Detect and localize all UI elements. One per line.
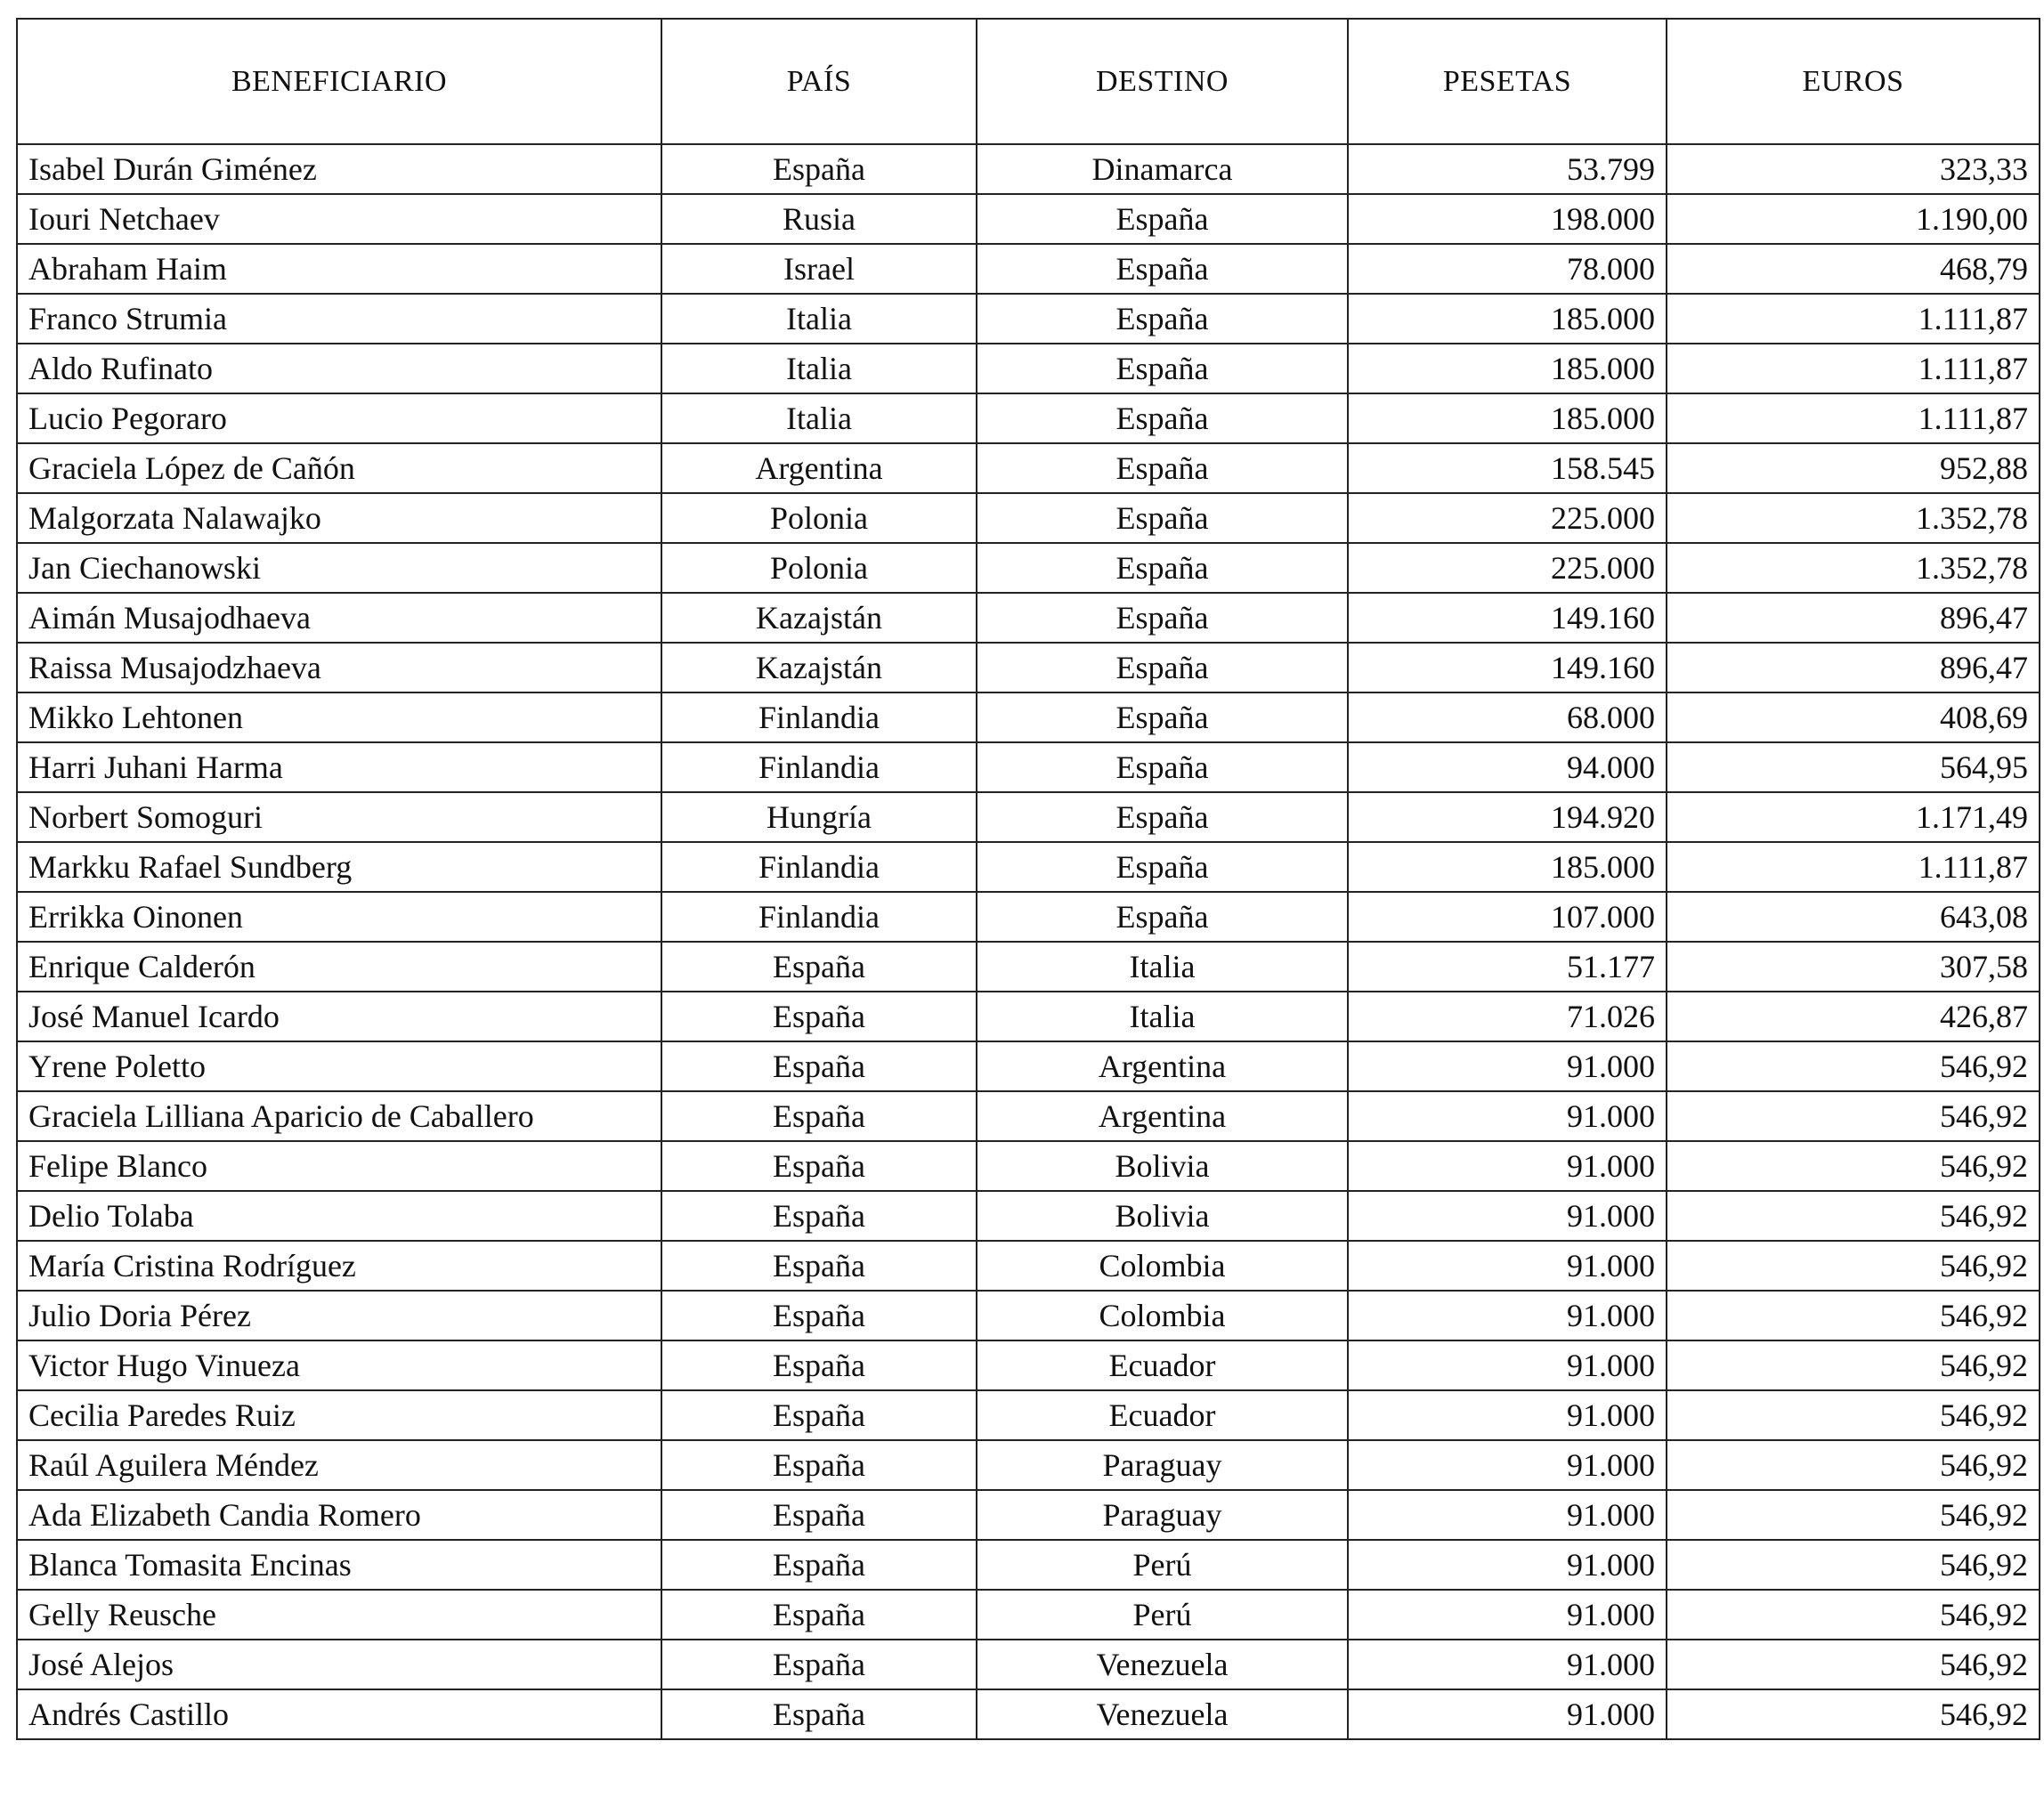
cell-beneficiary: María Cristina Rodríguez [17,1241,661,1291]
table-row [17,393,2040,443]
cell-destination: España [977,692,1348,742]
cell-destination: Ecuador [977,1390,1348,1440]
cell-euros: 1.171,49 [1667,792,2040,842]
cell-country: España [661,144,977,194]
cell-country: Polonia [661,543,977,593]
cell-pesetas: 91.000 [1348,1041,1667,1091]
cell-pesetas: 149.160 [1348,593,1667,643]
cell-destination: España [977,244,1348,294]
cell-pesetas: 185.000 [1348,344,1667,393]
cell-euros: 546,92 [1667,1141,2040,1191]
cell-destination: Dinamarca [977,144,1348,194]
table-row [17,1340,2040,1390]
table-row [17,1091,2040,1141]
cell-country: España [661,1241,977,1291]
cell-beneficiary: Markku Rafael Sundberg [17,842,661,892]
table-row [17,1291,2040,1340]
cell-destination: Perú [977,1540,1348,1590]
table-row [17,144,2040,194]
cell-beneficiary: Iouri Netchaev [17,194,661,244]
cell-beneficiary: Graciela Lilliana Aparicio de Caballero [17,1091,661,1141]
cell-destination: Colombia [977,1241,1348,1291]
cell-pesetas: 91.000 [1348,1191,1667,1241]
table-row [17,1590,2040,1640]
cell-pesetas: 194.920 [1348,792,1667,842]
cell-country: España [661,1390,977,1440]
cell-country: España [661,1590,977,1640]
cell-beneficiary: Norbert Somoguri [17,792,661,842]
table-row [17,742,2040,792]
cell-euros: 546,92 [1667,1041,2040,1091]
table-row [17,842,2040,892]
cell-pesetas: 68.000 [1348,692,1667,742]
cell-country: España [661,1440,977,1490]
cell-country: Finlandia [661,842,977,892]
cell-euros: 546,92 [1667,1490,2040,1540]
cell-pesetas: 91.000 [1348,1390,1667,1440]
cell-euros: 468,79 [1667,244,2040,294]
cell-destination: Paraguay [977,1440,1348,1490]
cell-beneficiary: Ada Elizabeth Candia Romero [17,1490,661,1540]
cell-beneficiary: Yrene Poletto [17,1041,661,1091]
cell-beneficiary: Cecilia Paredes Ruiz [17,1390,661,1440]
cell-destination: España [977,344,1348,393]
cell-euros: 546,92 [1667,1590,2040,1640]
cell-euros: 952,88 [1667,443,2040,493]
cell-euros: 546,92 [1667,1689,2040,1739]
cell-euros: 896,47 [1667,593,2040,643]
cell-pesetas: 91.000 [1348,1241,1667,1291]
cell-destination: Argentina [977,1091,1348,1141]
cell-country: España [661,1689,977,1739]
table-row [17,244,2040,294]
cell-country: Finlandia [661,892,977,942]
table-row [17,1490,2040,1540]
cell-destination: Ecuador [977,1340,1348,1390]
table-row [17,942,2040,992]
cell-pesetas: 71.026 [1348,992,1667,1041]
cell-pesetas: 91.000 [1348,1291,1667,1340]
cell-country: Kazajstán [661,643,977,692]
cell-country: Italia [661,344,977,393]
cell-euros: 546,92 [1667,1091,2040,1141]
beneficiary-table [16,18,2040,1740]
cell-euros: 1.352,78 [1667,493,2040,543]
cell-country: España [661,992,977,1041]
cell-country: España [661,1191,977,1241]
cell-euros: 323,33 [1667,144,2040,194]
cell-destination: España [977,294,1348,344]
cell-beneficiary: Errikka Oinonen [17,892,661,942]
cell-euros: 546,92 [1667,1390,2040,1440]
cell-euros: 408,69 [1667,692,2040,742]
cell-beneficiary: Jan Ciechanowski [17,543,661,593]
cell-destination: Colombia [977,1291,1348,1340]
cell-destination: España [977,493,1348,543]
cell-country: España [661,1141,977,1191]
cell-beneficiary: Blanca Tomasita Encinas [17,1540,661,1590]
cell-pesetas: 53.799 [1348,144,1667,194]
cell-beneficiary: Aldo Rufinato [17,344,661,393]
cell-pesetas: 91.000 [1348,1340,1667,1390]
cell-beneficiary: Raúl Aguilera Méndez [17,1440,661,1490]
cell-country: España [661,942,977,992]
cell-euros: 1.111,87 [1667,393,2040,443]
cell-beneficiary: Harri Juhani Harma [17,742,661,792]
cell-pesetas: 91.000 [1348,1540,1667,1590]
cell-beneficiary: Graciela López de Cañón [17,443,661,493]
cell-euros: 546,92 [1667,1291,2040,1340]
cell-destination: España [977,393,1348,443]
cell-euros: 1.352,78 [1667,543,2040,593]
cell-destination: España [977,792,1348,842]
cell-euros: 643,08 [1667,892,2040,942]
cell-beneficiary: José Alejos [17,1640,661,1689]
cell-pesetas: 185.000 [1348,393,1667,443]
cell-beneficiary: Malgorzata Nalawajko [17,493,661,543]
cell-pesetas: 91.000 [1348,1689,1667,1739]
cell-beneficiary: José Manuel Icardo [17,992,661,1041]
cell-euros: 546,92 [1667,1340,2040,1390]
header-pesetas: PESETAS [1348,19,1667,144]
cell-beneficiary: Andrés Castillo [17,1689,661,1739]
cell-destination: Bolivia [977,1191,1348,1241]
cell-beneficiary: Gelly Reusche [17,1590,661,1640]
cell-country: España [661,1340,977,1390]
cell-destination: España [977,194,1348,244]
cell-destination: España [977,842,1348,892]
header-row [17,19,2040,144]
cell-euros: 1.111,87 [1667,842,2040,892]
cell-euros: 1.111,87 [1667,294,2040,344]
cell-euros: 1.111,87 [1667,344,2040,393]
table-row [17,992,2040,1041]
cell-beneficiary: Victor Hugo Vinueza [17,1340,661,1390]
cell-pesetas: 51.177 [1348,942,1667,992]
header-euros: EUROS [1667,19,2040,144]
cell-beneficiary: Delio Tolaba [17,1191,661,1241]
table-row [17,344,2040,393]
cell-destination: España [977,892,1348,942]
table-row [17,643,2040,692]
cell-beneficiary: Mikko Lehtonen [17,692,661,742]
table-row [17,1390,2040,1440]
cell-pesetas: 149.160 [1348,643,1667,692]
table-row [17,1440,2040,1490]
cell-beneficiary: Felipe Blanco [17,1141,661,1191]
cell-country: España [661,1490,977,1540]
table-row [17,493,2040,543]
cell-destination: Argentina [977,1041,1348,1091]
cell-country: España [661,1041,977,1091]
cell-destination: Venezuela [977,1689,1348,1739]
cell-beneficiary: Isabel Durán Giménez [17,144,661,194]
table-row [17,1540,2040,1590]
cell-pesetas: 94.000 [1348,742,1667,792]
cell-beneficiary: Abraham Haim [17,244,661,294]
table-row [17,543,2040,593]
cell-pesetas: 158.545 [1348,443,1667,493]
cell-euros: 426,87 [1667,992,2040,1041]
cell-euros: 307,58 [1667,942,2040,992]
table-row [17,692,2040,742]
cell-country: Finlandia [661,692,977,742]
cell-euros: 564,95 [1667,742,2040,792]
cell-destination: Italia [977,942,1348,992]
header-destination: DESTINO [977,19,1348,144]
cell-euros: 546,92 [1667,1191,2040,1241]
header-beneficiary: BENEFICIARIO [17,19,661,144]
cell-country: España [661,1291,977,1340]
cell-country: España [661,1540,977,1590]
cell-pesetas: 107.000 [1348,892,1667,942]
cell-country: Italia [661,393,977,443]
cell-pesetas: 225.000 [1348,493,1667,543]
table-row [17,792,2040,842]
table-row [17,1640,2040,1689]
cell-pesetas: 91.000 [1348,1141,1667,1191]
cell-destination: Italia [977,992,1348,1041]
header-country: PAÍS [661,19,977,144]
cell-beneficiary: Enrique Calderón [17,942,661,992]
cell-country: Rusia [661,194,977,244]
cell-pesetas: 91.000 [1348,1091,1667,1141]
cell-pesetas: 91.000 [1348,1640,1667,1689]
cell-euros: 546,92 [1667,1540,2040,1590]
cell-country: Kazajstán [661,593,977,643]
table-row [17,1141,2040,1191]
table-row [17,1241,2040,1291]
table-row [17,194,2040,244]
cell-destination: Paraguay [977,1490,1348,1540]
table-row [17,443,2040,493]
cell-destination: Perú [977,1590,1348,1640]
cell-destination: España [977,593,1348,643]
cell-destination: España [977,742,1348,792]
cell-country: Israel [661,244,977,294]
cell-pesetas: 198.000 [1348,194,1667,244]
cell-destination: Bolivia [977,1141,1348,1191]
cell-destination: España [977,543,1348,593]
table-row [17,1191,2040,1241]
cell-country: España [661,1091,977,1141]
cell-beneficiary: Aimán Musajodhaeva [17,593,661,643]
cell-country: Argentina [661,443,977,493]
cell-country: Hungría [661,792,977,842]
cell-pesetas: 225.000 [1348,543,1667,593]
cell-beneficiary: Julio Doria Pérez [17,1291,661,1340]
cell-beneficiary: Franco Strumia [17,294,661,344]
cell-pesetas: 91.000 [1348,1490,1667,1540]
cell-euros: 546,92 [1667,1241,2040,1291]
cell-euros: 546,92 [1667,1440,2040,1490]
table-row [17,1041,2040,1091]
cell-country: Italia [661,294,977,344]
cell-country: Polonia [661,493,977,543]
table-row [17,892,2040,942]
table-row [17,593,2040,643]
cell-beneficiary: Lucio Pegoraro [17,393,661,443]
cell-euros: 1.190,00 [1667,194,2040,244]
cell-destination: Venezuela [977,1640,1348,1689]
cell-beneficiary: Raissa Musajodzhaeva [17,643,661,692]
cell-pesetas: 91.000 [1348,1440,1667,1490]
cell-pesetas: 78.000 [1348,244,1667,294]
cell-euros: 546,92 [1667,1640,2040,1689]
cell-pesetas: 185.000 [1348,294,1667,344]
cell-destination: España [977,643,1348,692]
table-row [17,1689,2040,1739]
cell-country: España [661,1640,977,1689]
cell-euros: 896,47 [1667,643,2040,692]
cell-pesetas: 91.000 [1348,1590,1667,1640]
cell-destination: España [977,443,1348,493]
table-row [17,294,2040,344]
cell-country: Finlandia [661,742,977,792]
cell-pesetas: 185.000 [1348,842,1667,892]
